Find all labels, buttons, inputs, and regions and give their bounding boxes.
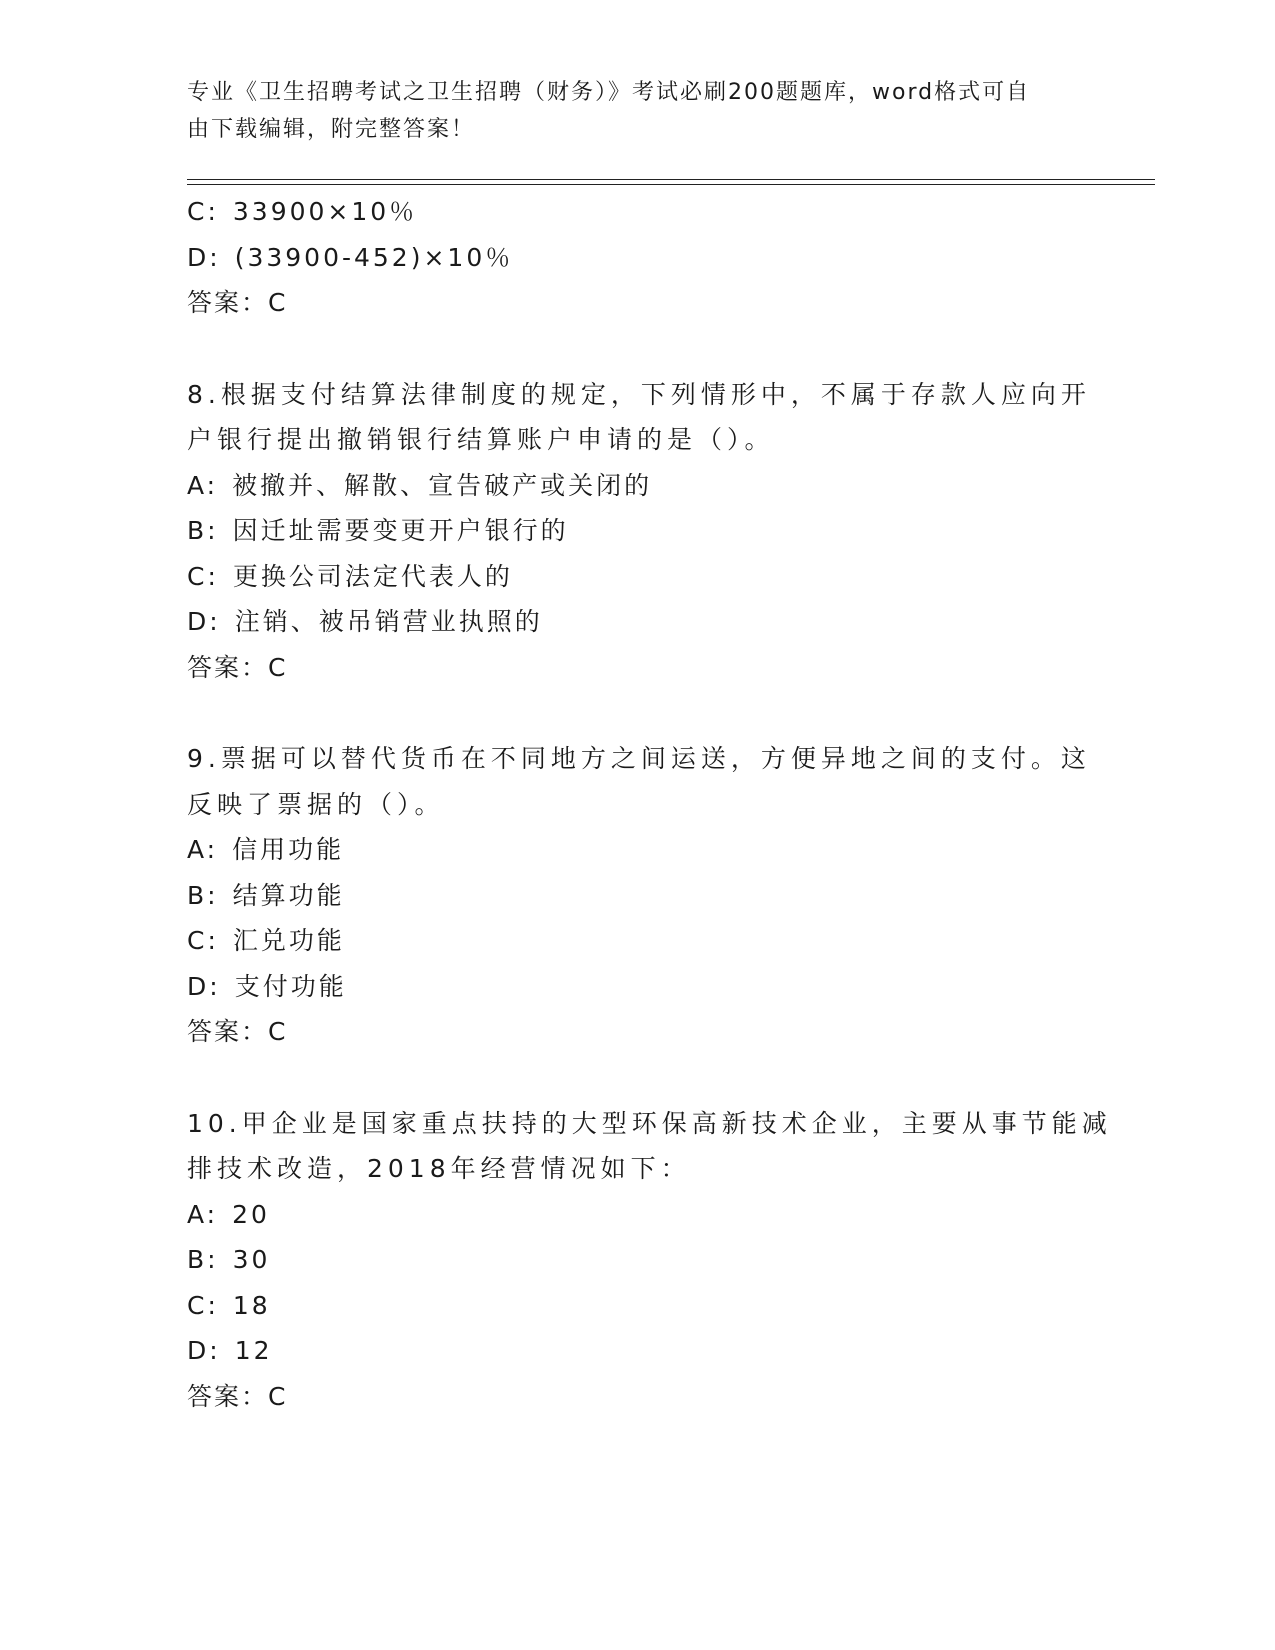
option-key: B: [187,516,219,545]
option-text: 更换公司法定代表人的 [232,561,513,591]
header-line-2: 由下载编辑，附完整答案！ [187,117,476,142]
option-d [187,964,1087,1010]
option-text: 33900×10％ [232,197,418,226]
option-text: 支付功能 [234,971,347,1001]
document-header [187,74,1087,148]
answer-line: 答案：C [187,652,288,682]
option-c [187,1283,1087,1329]
question-stem-line-2: 排技术改造，2018年经营情况如下： [187,1154,691,1183]
option-key: B: [187,880,219,910]
option-key: C: [187,1290,219,1320]
option-text: 注销、被吊销营业执照的 [234,607,543,636]
option-d [187,235,1087,281]
question-stem-line-2: 反映了票据的（）。 [187,789,445,819]
option-key: D: [187,1336,221,1365]
question-continued [187,189,1087,326]
option-a [187,827,1087,873]
option-c [187,918,1087,964]
question-10 [187,1101,1112,1420]
header-divider-bottom [187,184,1155,185]
option-key: C: [187,197,219,226]
option-key: C: [187,561,219,591]
option-key: A: [187,470,219,500]
question-stem [187,372,1091,463]
question-8 [187,372,1091,691]
option-text: 12 [234,1336,273,1365]
option-key: D: [187,971,221,1001]
option-text: 因迁址需要变更开户银行的 [232,516,569,545]
document-body [187,189,1112,1419]
question-stem-line-1: 10.甲企业是国家重点扶持的大型环保高新技术企业，主要从事节能减 [187,1108,1112,1138]
option-b [187,508,1087,554]
option-key: D: [187,242,221,272]
option-d [187,599,1087,645]
option-key: C: [187,926,219,955]
question-stem [187,1101,1112,1192]
answer-line: 答案：C [187,288,288,317]
option-text: 30 [232,1245,271,1274]
header-line-1: 专业《卫生招聘考试之卫生招聘（财务）》考试必刷200题题库，word格式可自 [187,80,1031,105]
option-key: B: [187,1245,219,1274]
question-stem [187,736,1091,827]
option-c [187,189,1087,235]
question-stem-line-1: 8.根据支付结算法律制度的规定，下列情形中，不属于存款人应向开 [187,379,1091,409]
option-key: A: [187,835,219,864]
option-key: D: [187,607,221,636]
option-a [187,463,1087,509]
option-text: 结算功能 [232,880,345,910]
question-stem-line-1: 9.票据可以替代货币在不同地方之间运送，方便异地之间的支付。这 [187,744,1091,773]
option-text: 汇兑功能 [232,926,345,955]
question-stem-line-2: 户银行提出撤销银行结算账户申请的是（）。 [187,425,775,454]
answer-line: 答案：C [187,1017,288,1046]
option-text: 被撤并、解散、宣告破产或关闭的 [232,470,653,500]
option-b [187,1237,1087,1283]
option-text: 信用功能 [232,835,345,864]
option-key: A: [187,1199,219,1229]
option-a [187,1192,1087,1238]
option-text: (33900-452)×10％ [234,242,514,272]
option-text: 20 [232,1199,270,1229]
option-c [187,554,1087,600]
option-b [187,873,1087,919]
question-9 [187,736,1091,1055]
option-d [187,1328,1087,1374]
option-text: 18 [232,1290,271,1320]
header-divider-top [187,179,1155,180]
answer-line: 答案：C [187,1381,288,1411]
